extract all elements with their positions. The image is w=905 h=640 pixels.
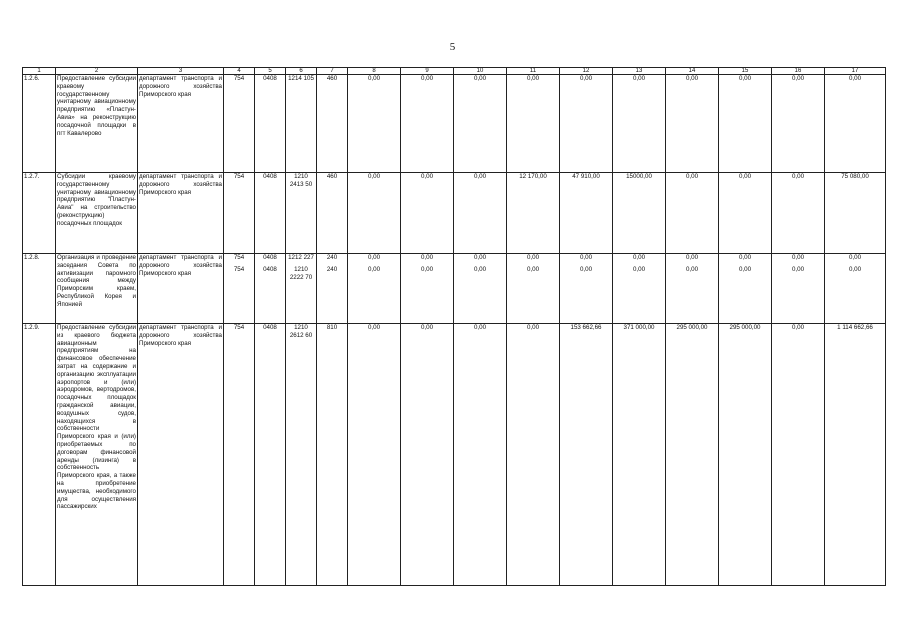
amount-cell: [507, 324, 560, 586]
amount-cell: [401, 173, 454, 254]
amount-value: 0,00: [791, 324, 805, 331]
grbs-code: 754: [233, 324, 245, 331]
amount-value: 0,00: [848, 265, 862, 273]
amount-value: 0,00: [526, 265, 540, 273]
amount-cell: [560, 324, 613, 586]
amount-cell: [507, 173, 560, 254]
section-code: 0408: [263, 173, 277, 180]
column-header: 5: [255, 68, 286, 75]
section-code-cell: [255, 75, 286, 173]
amount-value: 0,00: [367, 265, 381, 273]
amount-value: 0,00: [579, 265, 593, 273]
amount-cell: [666, 324, 719, 586]
amount-cell: [507, 75, 560, 173]
amount-value: 47 910,00: [572, 173, 600, 180]
column-header: 10: [454, 68, 507, 75]
amount-cell: [401, 324, 454, 586]
expense-type-code: 240: [326, 254, 338, 261]
section-code: 0408: [263, 75, 277, 82]
amount-cell: [772, 75, 825, 173]
amount-cell: [560, 254, 613, 324]
amount-value: 0,00: [738, 254, 752, 261]
amount-value: 0,00: [791, 254, 805, 261]
amount-value: 0,00: [738, 173, 752, 180]
amount-cell: [666, 254, 719, 324]
amount-cell: [454, 254, 507, 324]
amount-value: 0,00: [420, 265, 434, 273]
amount-cell: [454, 75, 507, 173]
amount-cell: [825, 75, 886, 173]
grbs-code: 754: [233, 265, 245, 273]
expense-type-code: 240: [326, 265, 338, 273]
amount-value: 75 080,00: [841, 173, 869, 180]
amount-value: 0,00: [420, 173, 434, 180]
amount-value: 0,00: [420, 75, 434, 82]
expense-type-code-cell: [317, 75, 348, 173]
grbs-code-cell: [224, 75, 255, 173]
target-article-code: 1214 105: [288, 75, 314, 82]
table-row: [23, 75, 886, 173]
measure-name: Предоставление субсидии краевому государственному унитарному авиационному предприятию «Пластун-Авиа» на реконструкцию посадочной площадки в пгт Кавалерово: [56, 75, 138, 173]
row-number: 1.2.6.: [23, 75, 56, 173]
amount-value: 0,00: [367, 254, 381, 261]
amount-cell: [348, 254, 401, 324]
amount-value: 0,00: [579, 254, 593, 261]
amount-value: 295 000,00: [729, 324, 761, 331]
section-code-cell: [255, 324, 286, 586]
grbs-code-cell: [224, 324, 255, 586]
column-header: 14: [666, 68, 719, 75]
amount-value: 15000,00: [626, 173, 652, 180]
amount-value: 0,00: [367, 173, 381, 180]
section-code-cell: [255, 254, 286, 324]
amount-value: 1 114 662,66: [837, 324, 873, 331]
executor: департамент транспорта и дорожного хозяйства Приморского края: [138, 75, 224, 173]
amount-value: 0,00: [791, 265, 805, 273]
column-header: 13: [613, 68, 666, 75]
expense-type-code-cell: [317, 173, 348, 254]
amount-cell: [719, 75, 772, 173]
measure-name: Организация и проведение заседания Совета по активизации паромного сообщения между Приморским краем, Республикой Корея и Японией: [56, 254, 138, 324]
amount-cell: [666, 75, 719, 173]
amount-value: 0,00: [685, 173, 699, 180]
amount-value: 371 000,00: [623, 324, 655, 331]
amount-value: 0,00: [473, 324, 487, 331]
amount-value: 0,00: [685, 254, 699, 261]
grbs-code: 754: [233, 75, 245, 82]
amount-value: 295 000,00: [676, 324, 708, 331]
column-header: 17: [825, 68, 886, 75]
expense-type-code: 810: [326, 324, 338, 331]
target-article-code: 1210 2413 50: [289, 173, 313, 188]
amount-cell: [507, 254, 560, 324]
target-article-code: 1210 2612 60: [289, 324, 313, 339]
column-header: 3: [138, 68, 224, 75]
column-header: 4: [224, 68, 255, 75]
budget-table: [22, 67, 886, 586]
grbs-code-cell: [224, 254, 255, 324]
column-header: 6: [286, 68, 317, 75]
column-header: 16: [772, 68, 825, 75]
amount-cell: [613, 254, 666, 324]
amount-value: 0,00: [738, 75, 752, 82]
amount-value: 0,00: [791, 173, 805, 180]
target-article-code: 1212 227: [288, 254, 314, 261]
amount-cell: [719, 173, 772, 254]
executor: департамент транспорта и дорожного хозяйства Приморского края: [138, 324, 224, 586]
amount-value: 153 662,66: [570, 324, 602, 331]
column-header: 11: [507, 68, 560, 75]
amount-value: 0,00: [848, 75, 862, 82]
expense-type-code-cell: [317, 254, 348, 324]
grbs-code: 754: [233, 254, 245, 261]
amount-value: 0,00: [526, 324, 540, 331]
amount-cell: [825, 324, 886, 586]
amount-cell: [454, 173, 507, 254]
amount-cell: [613, 75, 666, 173]
grbs-code: 754: [233, 173, 245, 180]
grbs-code-cell: [224, 173, 255, 254]
amount-value: 0,00: [738, 265, 752, 273]
amount-value: 0,00: [848, 254, 862, 261]
table-row: [23, 254, 886, 324]
amount-cell: [772, 324, 825, 586]
section-code: 0408: [263, 324, 277, 331]
amount-value: 0,00: [473, 254, 487, 261]
amount-cell: [560, 173, 613, 254]
column-header: 15: [719, 68, 772, 75]
header-row: [23, 68, 886, 75]
amount-value: 0,00: [632, 254, 646, 261]
amount-value: 12 170,00: [519, 173, 547, 180]
amount-cell: [401, 254, 454, 324]
amount-cell: [719, 254, 772, 324]
amount-cell: [401, 75, 454, 173]
amount-value: 0,00: [632, 265, 646, 273]
expense-type-code: 460: [326, 173, 338, 180]
amount-value: 0,00: [791, 75, 805, 82]
amount-value: 0,00: [367, 75, 381, 82]
page-number: 5: [449, 41, 456, 53]
amount-value: 0,00: [526, 254, 540, 261]
amount-cell: [613, 324, 666, 586]
target-article-code-cell: [286, 75, 317, 173]
amount-value: 0,00: [473, 265, 487, 273]
expense-type-code: 460: [326, 75, 338, 82]
row-number: 1.2.7.: [23, 173, 56, 254]
section-code: 0408: [263, 265, 277, 273]
target-article-code-cell: [286, 324, 317, 586]
amount-cell: [772, 173, 825, 254]
executor: департамент транспорта и дорожного хозяйства Приморского края: [138, 173, 224, 254]
column-header: 12: [560, 68, 613, 75]
amount-cell: [825, 173, 886, 254]
amount-cell: [348, 75, 401, 173]
expense-type-code-cell: [317, 324, 348, 586]
target-article-code-cell: [286, 173, 317, 254]
section-code: 0408: [263, 254, 277, 261]
executor: департамент транспорта и дорожного хозяйства Приморского края: [138, 254, 224, 324]
amount-value: 0,00: [367, 324, 381, 331]
table-row: [23, 324, 886, 586]
amount-cell: [825, 254, 886, 324]
amount-cell: [613, 173, 666, 254]
amount-value: 0,00: [473, 75, 487, 82]
amount-cell: [719, 324, 772, 586]
section-code-cell: [255, 173, 286, 254]
measure-name: Субсидии краевому государственному унитарному авиационному предприятию "Пластун-Авиа" на строительство (реконструкцию) посадочных площадок: [56, 173, 138, 254]
column-header: 2: [56, 68, 138, 75]
column-header: 1: [23, 68, 56, 75]
amount-cell: [560, 75, 613, 173]
amount-cell: [348, 173, 401, 254]
amount-value: 0,00: [632, 75, 646, 82]
row-number: 1.2.9.: [23, 324, 56, 586]
amount-value: 0,00: [579, 75, 593, 82]
amount-value: 0,00: [420, 254, 434, 261]
amount-value: 0,00: [420, 324, 434, 331]
column-header: 9: [401, 68, 454, 75]
amount-cell: [348, 324, 401, 586]
column-header: 8: [348, 68, 401, 75]
amount-cell: [454, 324, 507, 586]
amount-value: 0,00: [685, 265, 699, 273]
amount-value: 0,00: [526, 75, 540, 82]
target-article-code: 1210 2222 70: [289, 265, 313, 281]
row-number: 1.2.8.: [23, 254, 56, 324]
target-article-code-cell: [286, 254, 317, 324]
amount-cell: [666, 173, 719, 254]
amount-value: 0,00: [685, 75, 699, 82]
amount-value: 0,00: [473, 173, 487, 180]
measure-name: Предоставление субсидии из краевого бюджета авиационным предприятиям на финансовое обеспечение затрат на содержание и организацию эксплуатации аэропортов и (или) аэродромов, вертодромов, посадочных площадок гражданской авиации, воздушных судов, находящихся в собственности Приморского края и (или) приобретаемых по договорам финансовой аренды (лизинга) в собственность Приморского края, а также на приобретение имущества, необходимого для осуществления пассажирских: [56, 324, 138, 586]
table-row: [23, 173, 886, 254]
amount-cell: [772, 254, 825, 324]
column-header: 7: [317, 68, 348, 75]
